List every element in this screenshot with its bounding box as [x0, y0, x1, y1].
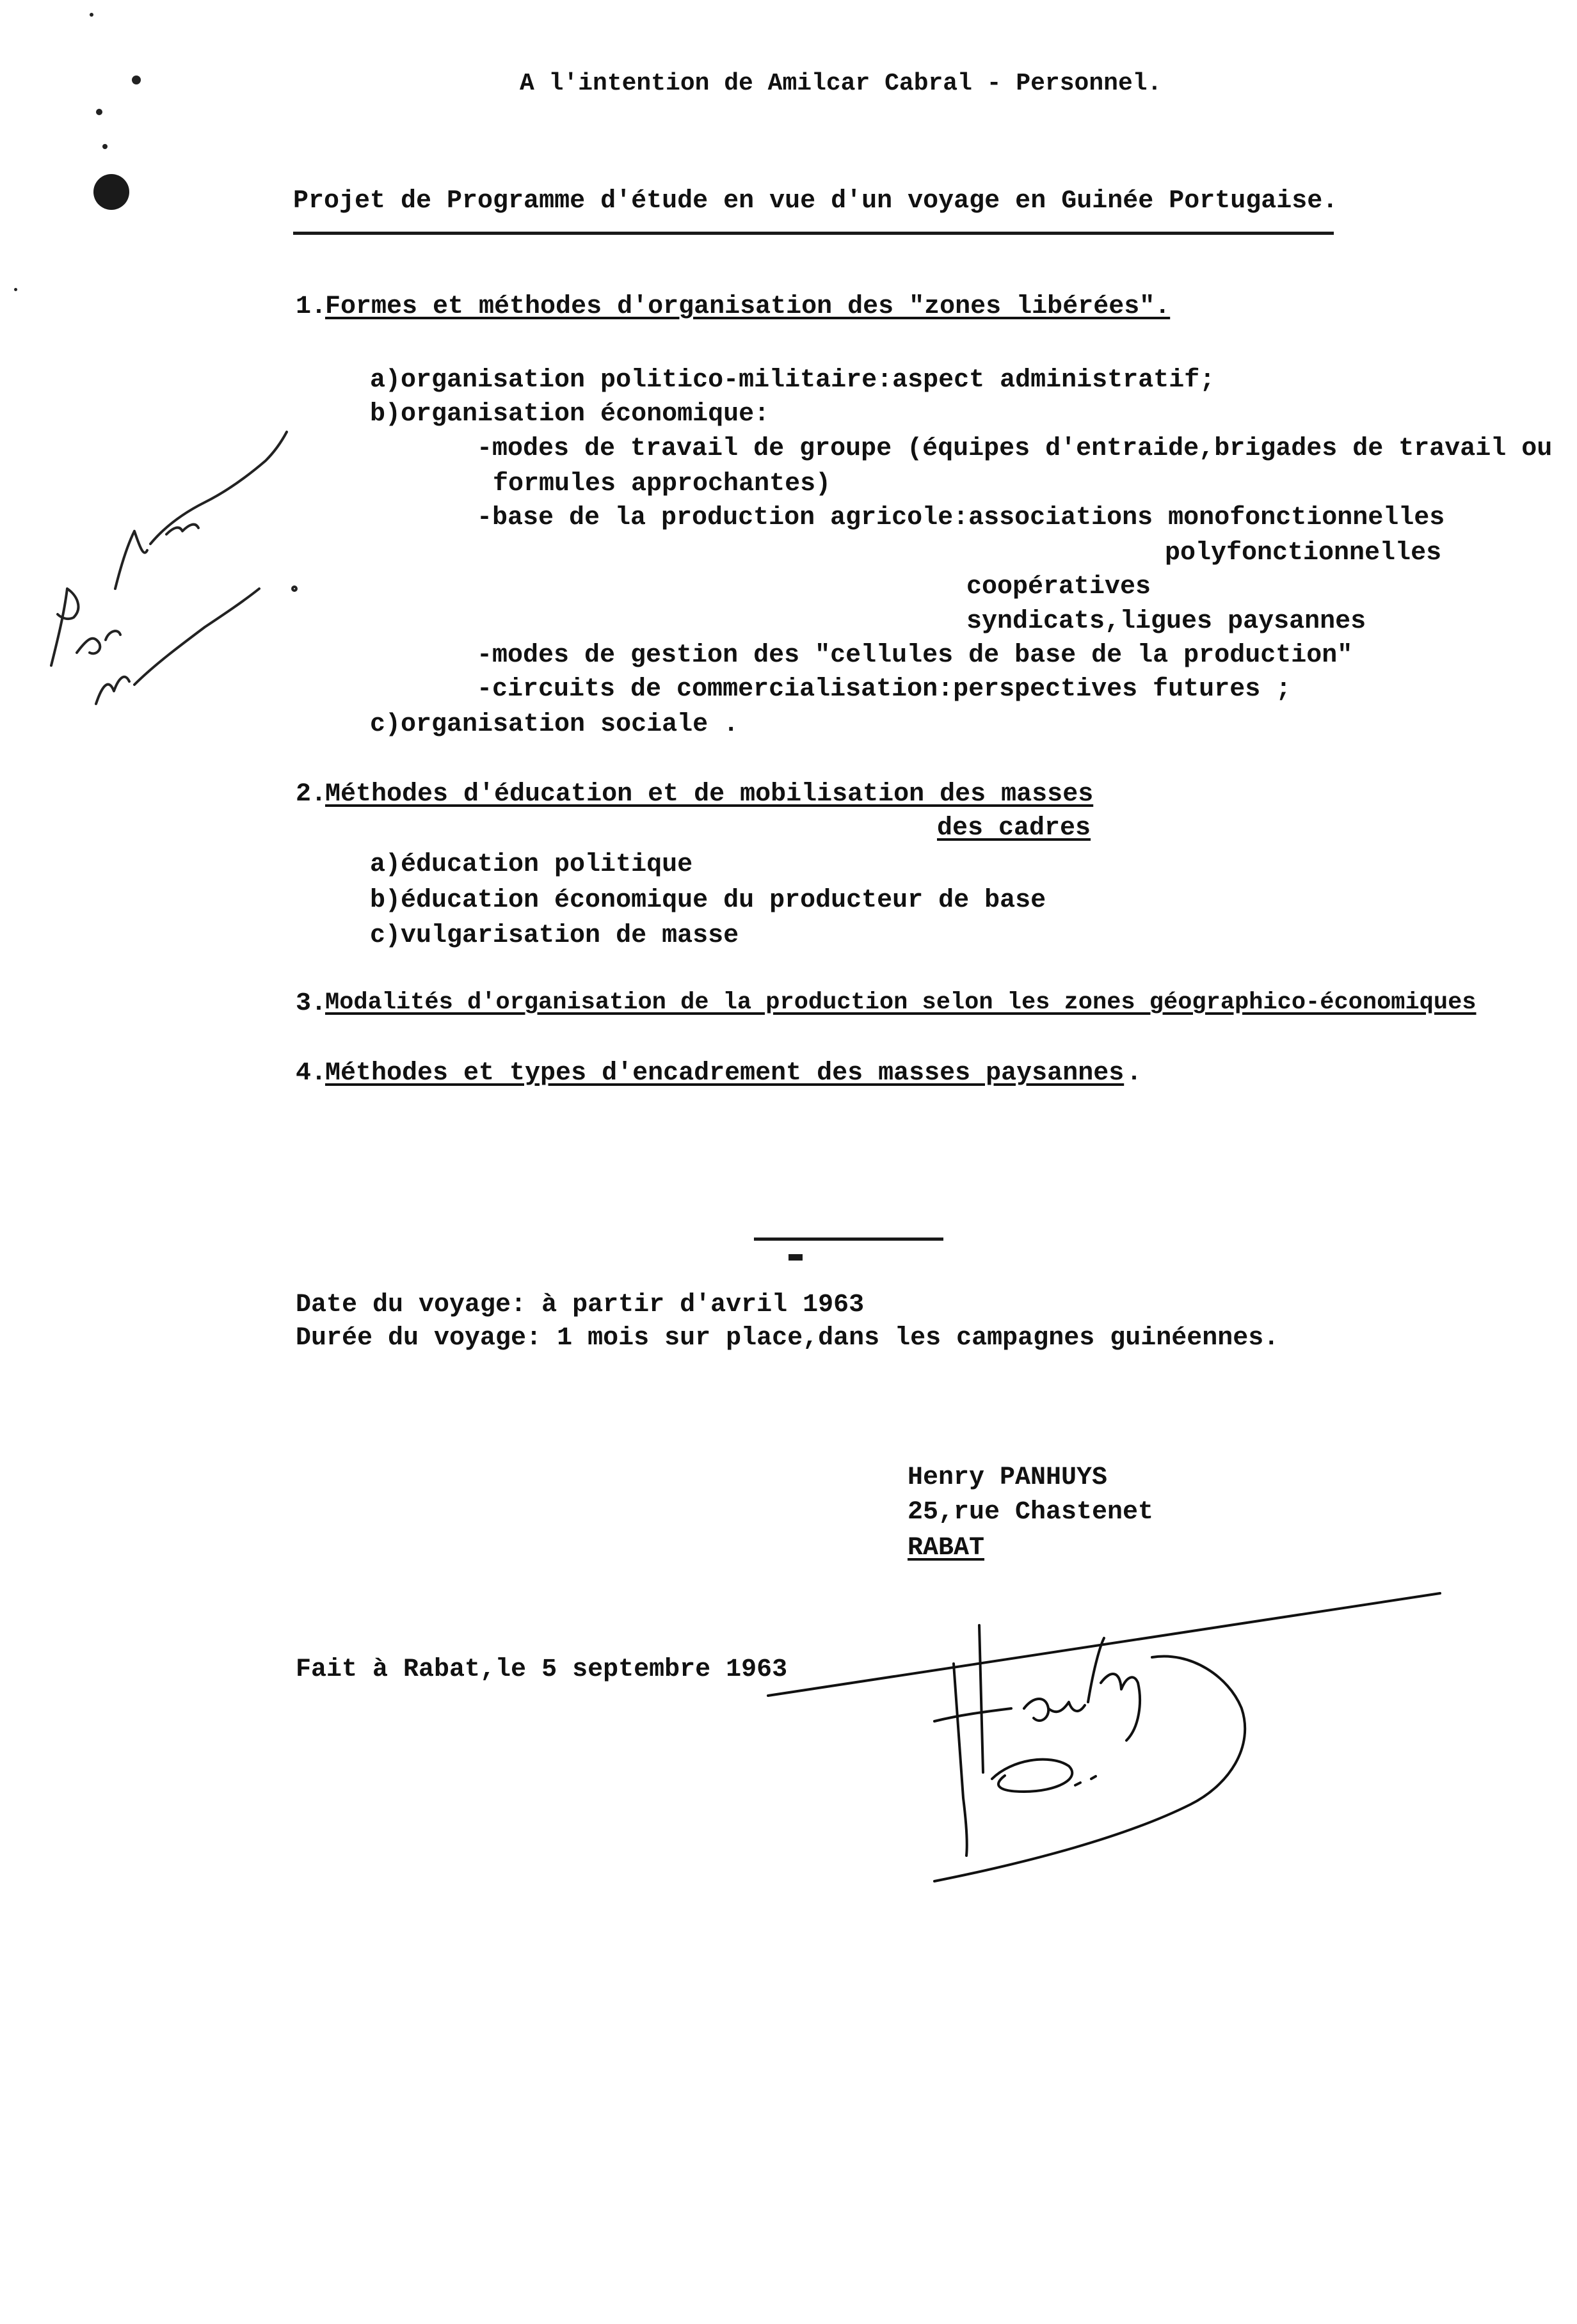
section-1-b-line-7: -modes de gestion des "cellules de base de la production" [477, 641, 1353, 670]
margin-speck [90, 13, 93, 17]
section-2-number: 2. [296, 780, 327, 809]
section-4-heading: Méthodes et types d'encadrement des masses paysannes [325, 1059, 1125, 1088]
section-4-trailing-period: . [1126, 1059, 1142, 1088]
margin-speck [96, 109, 102, 115]
trip-date: Date du voyage: à partir d'avril 1963 [296, 1291, 865, 1319]
title-rule [293, 232, 1334, 235]
margin-note-handwriting [38, 397, 307, 729]
place-date: Fait à Rabat,le 5 septembre 1963 [296, 1655, 788, 1684]
recipient-line: A l'intention de Amilcar Cabral - Personnel. [520, 70, 1162, 97]
trip-duration: Durée du voyage: 1 mois sur place,dans les campagnes guinéennes. [296, 1324, 1279, 1353]
section-1-b-line-8: -circuits de commercialisation:perspectives futures ; [477, 675, 1292, 704]
section-1-b-line-3: -base de la production agricole:associations monofonctionnelles [477, 504, 1445, 532]
section-1-heading: Formes et méthodes d'organisation des "zones libérées". [325, 292, 1171, 321]
separator-mark [788, 1254, 803, 1261]
section-1-number: 1. [296, 292, 327, 321]
section-3-heading: Modalités d'organisation de la production selon les zones géographico-économiques [325, 989, 1477, 1016]
section-1-item-a: a)organisation politico-militaire:aspect administratif; [370, 366, 1215, 395]
punch-hole-mark [93, 174, 129, 210]
section-1-b-line-2: formules approchantes) [493, 470, 831, 498]
signature-drawing [742, 1580, 1459, 1888]
section-1-b-line-5: coopératives [966, 573, 1151, 601]
section-2-item-c: c)vulgarisation de masse [370, 921, 739, 950]
margin-speck [14, 288, 17, 291]
sender-street: 25,rue Chastenet [908, 1498, 1154, 1527]
section-1-item-b: b)organisation économique: [370, 400, 770, 429]
section-2-heading-line-2: des cadres [937, 814, 1091, 843]
section-2-item-b: b)éducation économique du producteur de base [370, 886, 1046, 915]
sender-name: Henry PANHUYS [908, 1463, 1108, 1492]
section-2-item-a: a)éducation politique [370, 850, 693, 879]
section-1-b-line-4: polyfonctionnelles [1165, 539, 1442, 568]
section-1-b-line-6: syndicats,ligues paysannes [966, 607, 1366, 636]
document-title: Projet de Programme d'étude en vue d'un voyage en Guinée Portugaise. [293, 187, 1338, 216]
sender-city: RABAT [908, 1534, 985, 1563]
punch-hole-top [132, 76, 141, 84]
section-2-heading: Méthodes d'éducation et de mobilisation des masses [325, 780, 1094, 809]
section-1-b-line-1: -modes de travail de groupe (équipes d'entraide,brigades de travail ou [477, 434, 1553, 463]
section-1-item-c: c)organisation sociale . [370, 710, 739, 739]
separator-rule [754, 1238, 943, 1241]
section-4-number: 4. [296, 1059, 327, 1088]
margin-speck [102, 144, 108, 149]
section-3-number: 3. [296, 989, 327, 1018]
